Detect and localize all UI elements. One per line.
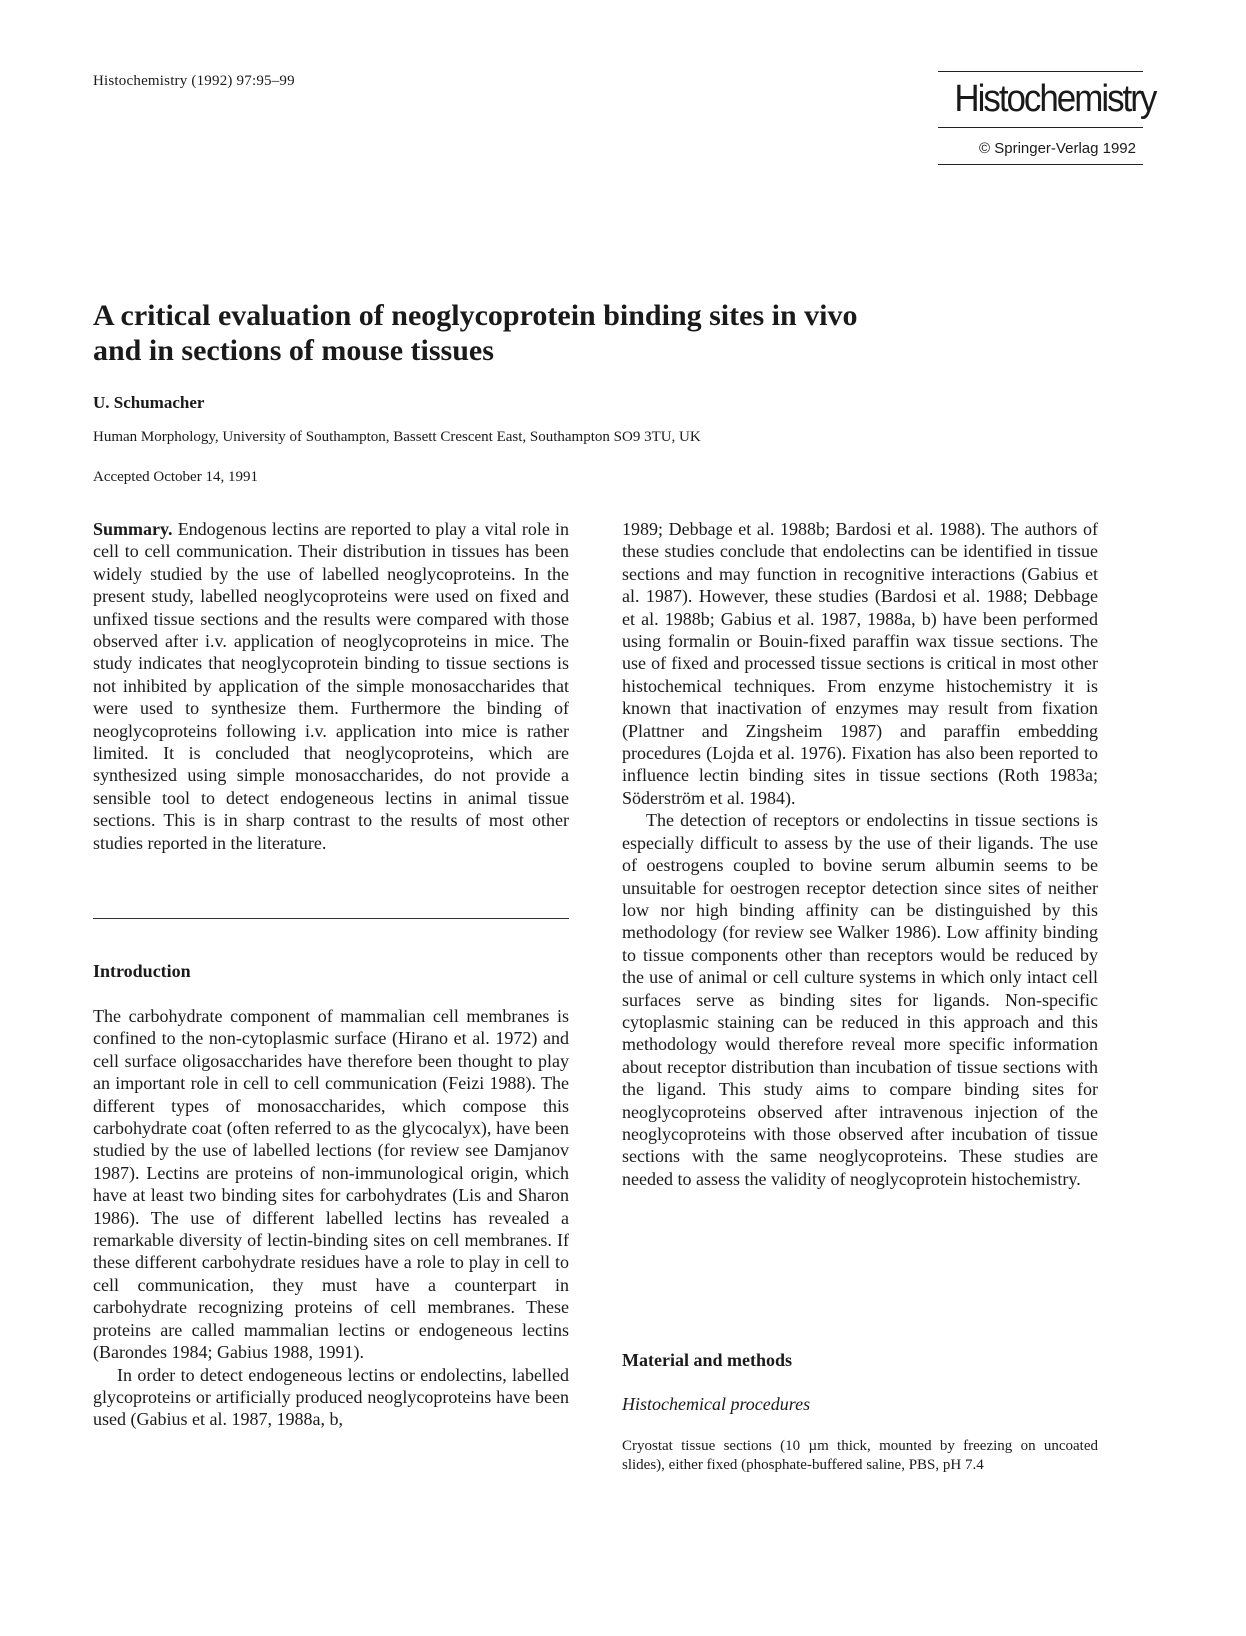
copyright: © Springer-Verlag 1992 <box>979 140 1136 157</box>
title-line-1: A critical evaluation of neoglycoprotein binding sites in vivo <box>93 299 858 332</box>
methods-subheading: Histochemical procedures <box>622 1394 811 1414</box>
journal-name: Histochemistry <box>954 78 1156 120</box>
intro-paragraph-2-continued: 1989; Debbage et al. 1988b; Bardosi et al. 1988). The authors of these studies conclude that endolectins can be identified in tissue sections and may function in recognitive interactions (Gabius et al. 1987). However, these studies (Bardosi et al. 1988; Debbage et al. 1988b; Gabius et al. 1987, 1988a, b) have been performed using formalin or Bouin-fixed paraffin wax tissue sections. The use of fixed and processed tissue sections is critical in most other histochemical techniques. From enzyme histochemistry it is known that inactivation of enzymes may result from fixation (Plattner and Zingsheim 1987) and paraffin embedding procedures (Lojda et al. 1976). Fixation has also been reported to influence lectin binding sites in tissue sections (Roth 1983a; Söderström et al. 1984). <box>622 519 1098 808</box>
article-title <box>93 298 1093 368</box>
introduction-column-right <box>622 518 1098 1190</box>
methods-text: Cryostat tissue sections (10 µm thick, mounted by freezing on uncoated slides), either fixed (phosphate-buffered saline, PBS, pH 7.4 <box>622 1438 1098 1473</box>
intro-paragraph-2: In order to detect endogeneous lectins or endolectins, labelled glycoproteins or artificially produced neoglycoproteins have been used (Gabius et al. 1987, 1988a, b, <box>93 1364 569 1430</box>
introduction-column-left <box>93 1005 569 1431</box>
methods-heading: Material and methods <box>622 1350 792 1370</box>
intro-paragraph-1: The carbohydrate component of mammalian cell membranes is confined to the non-cytoplasmic surface (Hirano et al. 1972) and cell surface oligosaccharides have therefore been thought to play an important role in cell to cell communication (Feizi 1988). The different types of monosaccharides, which compose this carbohydrate coat (often referred to as the glycocalyx), have been studied by the use of labelled lections (for review see Damjanov 1987). Lectins are proteins of non-immunological origin, which have at least two binding sites for carbohydrates (Lis and Sharon 1986). The use of different labelled lectins has revealed a remarkable diversity of lectin-binding sites on cell membranes. If these different carbohydrate residues have a role to play in cell to cell communication, they must have a counterpart in carbohydrate recognizing proteins of cell membranes. These proteins are called mammalian lectins or endogeneous lectins (Barondes 1984; Gabius 1988, 1991). <box>93 1006 569 1363</box>
journal-rule-bottom <box>938 164 1143 165</box>
affiliation: Human Morphology, University of Southampton, Bassett Crescent East, Southampton SO9 3TU, UK <box>93 429 701 445</box>
summary-label: Summary. <box>93 519 173 539</box>
journal-rule-top <box>938 71 1143 72</box>
summary-block <box>93 518 569 854</box>
accepted-date: Accepted October 14, 1991 <box>93 469 258 485</box>
journal-citation: Histochemistry (1992) 97:95–99 <box>93 73 295 89</box>
author: U. Schumacher <box>93 393 205 412</box>
summary-separator <box>93 918 569 919</box>
journal-rule-middle <box>938 127 1143 128</box>
introduction-heading: Introduction <box>93 961 191 981</box>
summary-text: Endogenous lectins are reported to play a vital role in cell to cell communication. Their distribution in tissues has been widely studied by the use of labelled neoglycoproteins. In the present study, labelled neoglycoproteins were used on fixed and unfixed tissue sections and the results were compared with those observed after i.v. application of neoglycoproteins in mice. The study indicates that neoglycoprotein binding to tissue sections is not inhibited by application of the simple monosaccharides that were used to synthesize them. Furthermore the binding of neoglycoproteins following i.v. application into mice is rather limited. It is concluded that neoglycoproteins, which are synthesized using simple monosaccharides, do not provide a sensible tool to detect endogeneous lectins in animal tissue sections. This is in sharp contrast to the results of most other studies reported in the literature. <box>93 519 570 853</box>
intro-paragraph-3: The detection of receptors or endolectins in tissue sections is especially difficult to assess by the use of their ligands. The use of oestrogens coupled to bovine serum albumin seems to be unsuitable for oestrogen receptor detection since sites of neither low nor high binding affinity can be distinguished by this methodology (for review see Walker 1986). Low affinity binding to tissue components other than receptors would be reduced by the use of animal or cell culture systems in which only intact cell surfaces serve as binding sites for ligands. Non-specific cytoplasmic staining can be reduced in this approach and this methodology would therefore reveal more specific information about receptor distribution than incubation of tissue sections with the ligand. This study aims to compare binding sites for neoglycoproteins observed after intravenous injection of the neoglycoproteins with those observed after incubation of tissue sections with the same neoglycoproteins. These studies are needed to assess the validity of neoglycoprotein histochemistry. <box>622 810 1098 1189</box>
title-line-2: and in sections of mouse tissues <box>93 334 494 367</box>
